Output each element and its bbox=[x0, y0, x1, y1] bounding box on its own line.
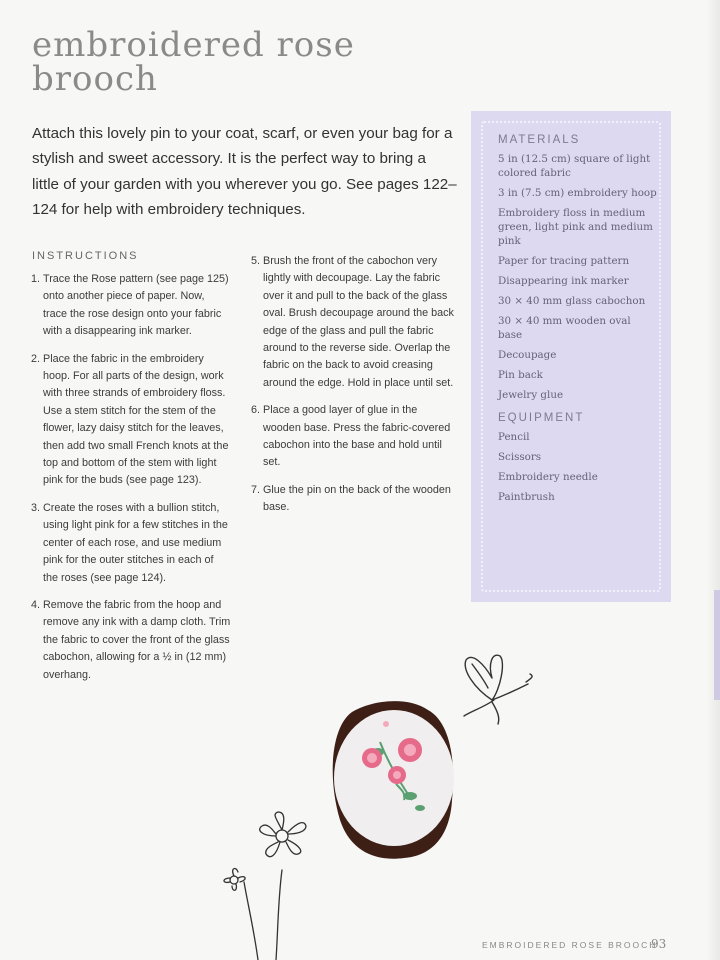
step-text: Brush the front of the cabochon very lightly with decoupage. Lay the fabric over it and pull to the back of the glass oval. Brush decoupage around the back edge of the glass and pull the fabric around to the reverse side. Overlap the fabric on the back to avoid creasing around the edge. Hold in place until set. bbox=[263, 255, 454, 389]
materials-heading: MATERIALS bbox=[498, 134, 581, 146]
equipment-heading: EQUIPMENT bbox=[498, 412, 585, 424]
equipment-item: Paintbrush bbox=[498, 491, 555, 503]
page-number: 93 bbox=[651, 937, 667, 951]
brooch-illustration bbox=[333, 701, 454, 859]
step-text: Glue the pin on the back of the wooden base. bbox=[263, 483, 451, 514]
material-item: Disappearing ink marker bbox=[498, 275, 629, 287]
step-text: Trace the Rose pattern (see page 125) onto another piece of paper. Now, trace the rose design onto your fabric with a disappearing ink marker. bbox=[43, 273, 229, 338]
step-text: Place a good layer of glue in the wooden base. Press the fabric-covered cabochon into the base and hold until set. bbox=[263, 404, 451, 469]
title-line-1: embroidered rose bbox=[32, 25, 355, 65]
material-item: Decoupage bbox=[498, 349, 557, 361]
title-line-2: brooch bbox=[32, 59, 158, 99]
instructions-heading: INSTRUCTIONS bbox=[32, 250, 139, 262]
material-item: 5 in (12.5 cm) square of light colored fabric bbox=[498, 153, 651, 179]
doodle-flowers-illustration bbox=[224, 812, 306, 960]
step-number: 4. bbox=[31, 598, 41, 611]
step-text: Remove the fabric from the hoop and remove any ink with a damp cloth. Trim the fabric to cover the front of the glass cabochon, allowing for a ½ in (12 mm) overhang. bbox=[43, 598, 231, 681]
material-item: Pin back bbox=[498, 369, 543, 381]
step-number: 6. bbox=[251, 404, 261, 417]
intro-paragraph: Attach this lovely pin to your coat, scarf, or even your bag for a stylish and sweet accessory. It is the perfect way to bring a little of your garden with you wherever you go. See pages 122–124 for help with embroidery techniques. bbox=[32, 125, 457, 218]
step-number: 5. bbox=[251, 255, 261, 267]
footer-running-title: EMBROIDERED ROSE BROOCH bbox=[482, 940, 658, 950]
step-text: Place the fabric in the embroidery hoop. For all parts of the design, work with three strands of embroidery floss. Use a stem stitch for the stem of the flower, lazy daisy stitch for the leaves, then add two small French knots at the top and bottom of the stem with light pink for the buds (see page 123). bbox=[43, 352, 229, 487]
material-item: 30 × 40 mm wooden oval base bbox=[498, 315, 631, 341]
step-number: 7. bbox=[251, 483, 261, 496]
material-item: 3 in (7.5 cm) embroidery hoop bbox=[498, 187, 657, 199]
step-number: 2. bbox=[31, 352, 41, 365]
material-item: Paper for tracing pattern bbox=[498, 255, 630, 267]
step-number: 1. bbox=[31, 273, 41, 285]
step-number: 3. bbox=[31, 501, 41, 514]
material-item: Jewelry glue bbox=[498, 389, 564, 401]
equipment-item: Scissors bbox=[498, 451, 542, 463]
material-item: Embroidery floss in medium green, light pink and medium pink bbox=[498, 207, 653, 247]
butterfly-illustration bbox=[464, 655, 532, 724]
material-item: 30 × 40 mm glass cabochon bbox=[498, 295, 646, 307]
step-text: Create the roses with a bullion stitch, using light pink for a few stitches in the center of each rose, and use medium pink for the outer stitches in each of the roses (see page 124). bbox=[43, 501, 228, 584]
equipment-item: Embroidery needle bbox=[498, 471, 598, 483]
equipment-item: Pencil bbox=[498, 431, 530, 443]
